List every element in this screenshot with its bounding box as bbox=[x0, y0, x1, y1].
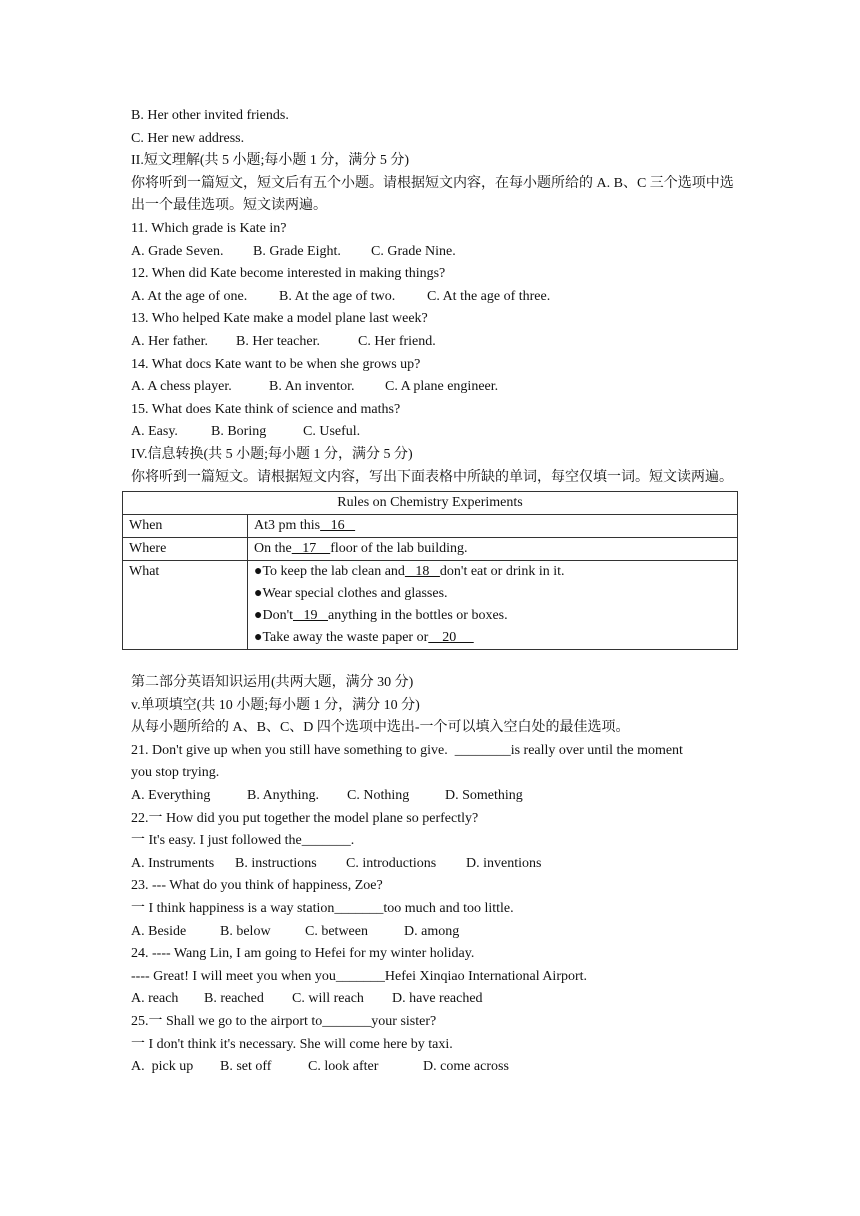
table-cell-where bbox=[248, 538, 738, 561]
question-11-options bbox=[131, 241, 741, 264]
option: D. have reached bbox=[392, 991, 483, 1007]
option: D. come across bbox=[423, 1059, 509, 1075]
rule-item: ●Wear special clothes and glasses. bbox=[254, 586, 448, 602]
cell-text: ●Take away the waste paper or bbox=[254, 630, 429, 646]
table-row bbox=[123, 515, 738, 538]
option: D. among bbox=[404, 923, 460, 939]
question-15: 15. What does Kate think of science and maths? bbox=[131, 401, 401, 417]
question-11: 11. Which grade is Kate in? bbox=[131, 220, 287, 236]
option: C. A plane engineer. bbox=[385, 379, 499, 395]
question-25: 25.一 Shall we go to the airport to_______your sister? bbox=[131, 1014, 437, 1029]
question-25-cont: 一 I don't think it's necessary. She will come here by taxi. bbox=[131, 1036, 453, 1052]
option: C. Grade Nine. bbox=[371, 243, 456, 259]
blank-18: 18 bbox=[404, 564, 440, 580]
table-cell-when bbox=[248, 515, 738, 538]
option: B. Boring bbox=[211, 424, 267, 440]
section-instruction-part5: 从每小题所给的 A、B、C、D 四个选项中选出-一个可以填入空白处的最佳选项。 bbox=[131, 720, 630, 736]
option: D. Something bbox=[445, 788, 523, 804]
section-heading-part5: v.单项填空(共 10 小题;每小题 1 分，满分 10 分) bbox=[131, 697, 420, 713]
rule-item bbox=[254, 561, 731, 583]
spacer bbox=[131, 650, 741, 672]
option-c-line: C. Her new address. bbox=[131, 130, 245, 146]
cell-text: ●To keep the lab clean and bbox=[254, 564, 405, 580]
option: B. Her teacher. bbox=[236, 333, 320, 349]
cell-text: don't eat or drink in it. bbox=[439, 564, 565, 580]
option: C. Useful. bbox=[303, 424, 361, 440]
rule-item bbox=[254, 605, 731, 627]
question-15-options bbox=[131, 421, 741, 444]
rule-item bbox=[254, 627, 731, 649]
question-22-cont: 一 It's easy. I just followed the_______. bbox=[131, 833, 355, 849]
question-21-cont: you stop trying. bbox=[131, 765, 220, 781]
question-24-cont: ---- Great! I will meet you when you_______Hefei Xinqiao International Airport. bbox=[131, 968, 588, 984]
option: A. Instruments bbox=[131, 855, 215, 871]
table-label-where: Where bbox=[123, 538, 248, 561]
option: A. At the age of one. bbox=[131, 288, 248, 304]
option: C. will reach bbox=[292, 991, 364, 1007]
blank-19: 19 bbox=[292, 608, 328, 624]
question-21: 21. Don't give up when you still have something to give. ________is really over until the moment bbox=[131, 742, 683, 758]
table-row bbox=[123, 561, 738, 650]
cell-text: ●Don't bbox=[254, 608, 293, 624]
option: A. reach bbox=[131, 991, 179, 1007]
question-12-options bbox=[131, 286, 741, 309]
part-two-heading: 第二部分英语知识运用(共两大题，满分 30 分) bbox=[131, 675, 414, 691]
cell-text: floor of the lab building. bbox=[330, 541, 468, 557]
question-25-options bbox=[131, 1056, 741, 1079]
section-heading-part2: II.短文理解(共 5 小题;每小题 1 分，满分 5 分) bbox=[131, 153, 410, 169]
table-row bbox=[123, 492, 738, 515]
question-23: 23. --- What do you think of happiness, Zoe? bbox=[131, 878, 383, 894]
option: A. Her father. bbox=[131, 333, 208, 349]
section-instruction-part4: 你将听到一篇短文。请根据短文内容，写出下面表格中所缺的单词，每空仅填一词。短文读两遍。 bbox=[131, 469, 733, 485]
option: B. An inventor. bbox=[269, 379, 355, 395]
table-label-when: When bbox=[123, 515, 248, 538]
option-b-line: B. Her other invited friends. bbox=[131, 108, 289, 123]
question-14-options bbox=[131, 376, 741, 399]
rules-table bbox=[122, 491, 738, 650]
option: B. Anything. bbox=[247, 788, 319, 804]
question-14: 14. What docs Kate want to be when she grows up? bbox=[131, 356, 421, 372]
option: A. Grade Seven. bbox=[131, 243, 224, 259]
option: C. between bbox=[305, 923, 368, 939]
option: C. look after bbox=[308, 1059, 379, 1075]
option: A. Everything bbox=[131, 788, 211, 804]
option: B. Grade Eight. bbox=[253, 243, 341, 259]
option: D. inventions bbox=[466, 855, 542, 871]
option: A. Easy. bbox=[131, 424, 178, 440]
blank-17: 17 bbox=[291, 541, 331, 557]
question-12: 12. When did Kate become interested in making things? bbox=[131, 266, 446, 282]
option: C. Her friend. bbox=[358, 333, 436, 349]
option: B. below bbox=[220, 923, 271, 939]
question-23-cont: 一 I think happiness is a way station_______too much and too little. bbox=[131, 901, 514, 917]
option: B. At the age of two. bbox=[279, 288, 396, 304]
option: B. set off bbox=[220, 1059, 272, 1075]
question-23-options bbox=[131, 921, 741, 944]
option: C. Nothing bbox=[347, 788, 410, 804]
exam-content bbox=[131, 105, 741, 1079]
blank-20: 20 bbox=[428, 630, 474, 646]
question-13: 13. Who helped Kate make a model plane last week? bbox=[131, 311, 428, 327]
option: A. pick up bbox=[131, 1059, 194, 1075]
section-instruction-part2: 你将听到一篇短文，短文后有五个小题。请根据短文内容，在每小题所给的 A. B、C 三个选项中选出一个最佳选项。短文读两遍。 bbox=[131, 175, 734, 214]
cell-text: At3 pm this bbox=[254, 518, 321, 534]
blank-16: 16 bbox=[320, 518, 356, 534]
question-22-options bbox=[131, 853, 741, 876]
option: A. A chess player. bbox=[131, 379, 232, 395]
section-heading-part4: IV.信息转换(共 5 小题;每小题 1 分，满分 5 分) bbox=[131, 446, 413, 462]
cell-text: On the bbox=[254, 541, 292, 557]
table-cell-what bbox=[248, 561, 738, 650]
option: C. introductions bbox=[346, 855, 437, 871]
cell-text: anything in the bottles or boxes. bbox=[327, 608, 508, 624]
question-24: 24. ---- Wang Lin, I am going to Hefei for my winter holiday. bbox=[131, 946, 475, 962]
table-row bbox=[123, 538, 738, 561]
option: C. At the age of three. bbox=[427, 288, 551, 304]
question-24-options bbox=[131, 988, 741, 1011]
table-title: Rules on Chemistry Experiments bbox=[123, 492, 738, 515]
option: A. Beside bbox=[131, 923, 187, 939]
option: B. reached bbox=[204, 991, 264, 1007]
question-13-options bbox=[131, 331, 741, 354]
option: B. instructions bbox=[235, 855, 317, 871]
question-21-options bbox=[131, 785, 741, 808]
table-label-what: What bbox=[123, 561, 248, 650]
question-22: 22.一 How did you put together the model plane so perfectly? bbox=[131, 810, 479, 826]
